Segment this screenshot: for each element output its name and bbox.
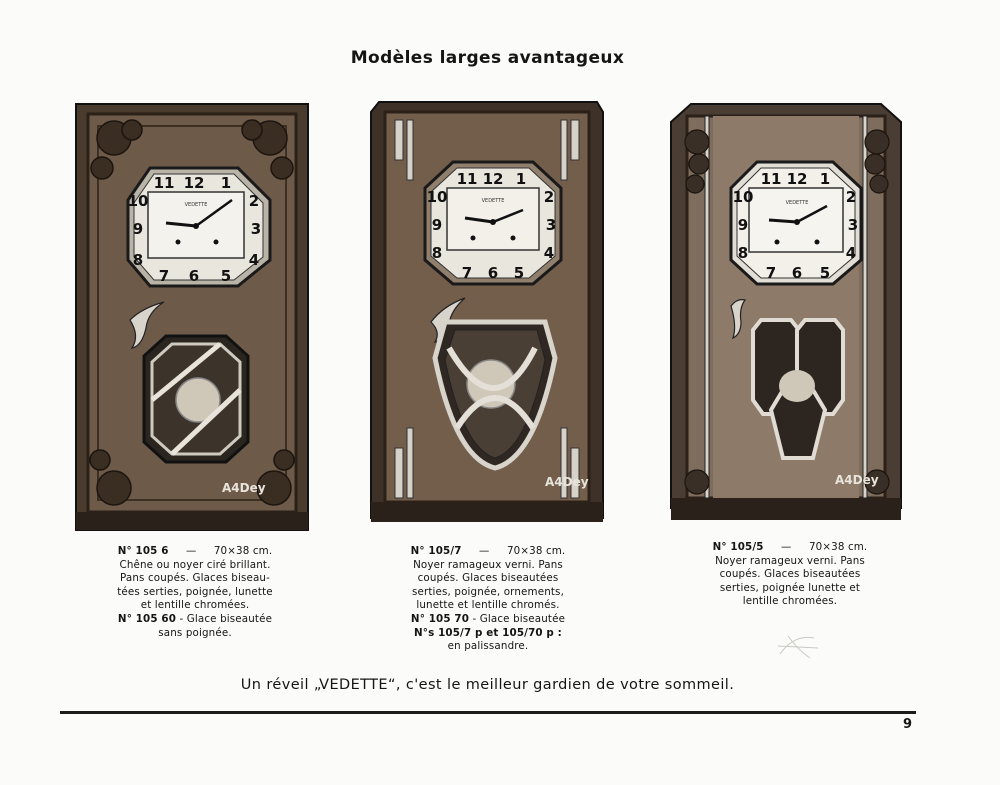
clock-illustration-3 (665, 100, 907, 530)
desc-line: et lentille chromées. (140, 599, 250, 612)
desc-line: lunette et lentille chromés. (416, 599, 560, 612)
svg-text:7: 7 (765, 264, 777, 282)
svg-text:VEDETTE: VEDETTE (785, 200, 809, 206)
desc-line: Pans coupés. Glaces biseau- (120, 572, 270, 585)
svg-text:3: 3 (847, 216, 859, 234)
pencil-mark (774, 628, 824, 664)
svg-text:1: 1 (819, 170, 831, 188)
desc-line: tées serties, poignée, lunette (117, 585, 273, 598)
svg-text:4: 4 (248, 251, 260, 269)
svg-text:2: 2 (845, 188, 857, 206)
footer-rule (60, 711, 916, 714)
clock-2-caption (388, 545, 588, 654)
svg-text:9: 9 (431, 216, 443, 234)
page-title: Modèles larges avantageux (350, 48, 625, 68)
variant-number: N° 105 70 (410, 612, 470, 625)
desc-line: Noyer ramageux verni. Pans (413, 558, 563, 571)
svg-text:11: 11 (153, 174, 175, 192)
svg-text:5: 5 (819, 264, 831, 282)
svg-text:2: 2 (543, 188, 555, 206)
dash: — (781, 541, 792, 553)
desc-line: serties, poignée lunette et (719, 581, 861, 594)
dash: — (185, 545, 197, 557)
model-number: N° 105/7 (410, 545, 462, 557)
svg-text:9: 9 (132, 220, 144, 238)
svg-text:6: 6 (487, 264, 499, 282)
variant-desc: - Glace biseautée (472, 612, 566, 625)
svg-text:12: 12 (786, 170, 808, 188)
desc-line: Noyer ramageux verni. Pans (715, 554, 865, 567)
svg-text:VEDETTE: VEDETTE (184, 202, 208, 208)
clock-1-caption (90, 545, 300, 640)
svg-text:8: 8 (737, 244, 749, 262)
clock-3-caption (690, 541, 890, 609)
svg-text:11: 11 (760, 170, 782, 188)
svg-text:12: 12 (183, 174, 205, 192)
dash: — (479, 545, 490, 557)
svg-text:2: 2 (248, 192, 260, 210)
model-number: N° 105/5 (712, 541, 764, 553)
clock-illustration-2 (365, 98, 610, 530)
variant-desc: - Glace biseautée (179, 612, 273, 625)
svg-text:1: 1 (220, 174, 232, 192)
page-number: 9 (903, 717, 913, 732)
svg-text:10: 10 (426, 188, 448, 206)
variant-desc: sans poignée. (158, 626, 232, 639)
svg-text:4: 4 (543, 244, 555, 262)
svg-text:3: 3 (545, 216, 557, 234)
svg-text:10: 10 (127, 192, 149, 210)
svg-text:12: 12 (482, 170, 504, 188)
svg-text:VEDETTE: VEDETTE (481, 198, 505, 204)
svg-text:5: 5 (220, 267, 232, 285)
svg-text:A4Dey: A4Dey (835, 473, 879, 487)
desc-line: coupés. Glaces biseautées (417, 572, 559, 585)
svg-text:4: 4 (845, 244, 857, 262)
desc-line: serties, poignée, ornements, (411, 585, 565, 598)
svg-text:9: 9 (737, 216, 749, 234)
desc-line: Chêne ou noyer ciré brillant. (119, 558, 271, 571)
svg-text:A4Dey: A4Dey (545, 475, 589, 489)
svg-text:6: 6 (791, 264, 803, 282)
tagline: Un réveil „VEDETTE“, c'est le meilleur gardien de votre sommeil. (240, 677, 735, 693)
svg-text:7: 7 (461, 264, 473, 282)
svg-text:3: 3 (250, 220, 262, 238)
svg-text:A4Dey: A4Dey (222, 481, 266, 495)
svg-text:11: 11 (456, 170, 478, 188)
size: 70×38 cm. (213, 545, 273, 557)
variant2-number: N°s 105/7 p et 105/70 p : (414, 626, 562, 639)
svg-text:8: 8 (132, 251, 144, 269)
svg-text:7: 7 (158, 267, 170, 285)
svg-text:8: 8 (431, 244, 443, 262)
size: 70×38 cm. (808, 541, 868, 553)
svg-text:5: 5 (513, 264, 525, 282)
variant-number: N° 105 60 (117, 612, 177, 625)
svg-text:6: 6 (188, 267, 200, 285)
svg-text:10: 10 (732, 188, 754, 206)
variant2-desc: en palissandre. (447, 640, 529, 653)
desc-line: coupés. Glaces biseautées (719, 568, 861, 581)
clock-illustration-1 (70, 100, 315, 535)
model-number: N° 105 6 (117, 545, 169, 557)
svg-text:1: 1 (515, 170, 527, 188)
desc-line: lentille chromées. (742, 595, 838, 608)
size: 70×38 cm. (506, 545, 566, 557)
